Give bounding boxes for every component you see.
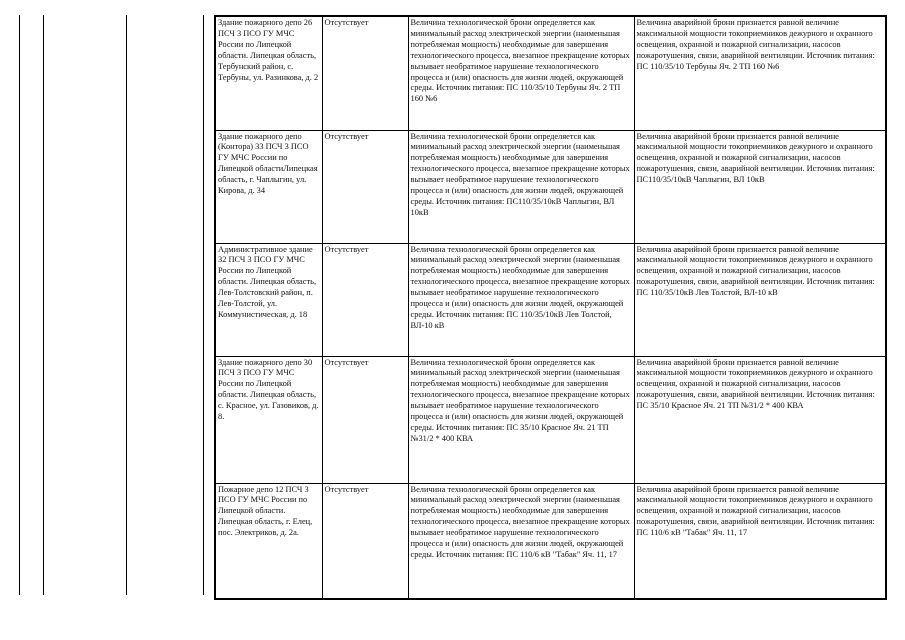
emergency-reserve-cell: Величина аварийной брони признается равной величине максимальной мощности токоприемников дежурного и охранного освещения, охранной и пожарной сигнализации, насосов пожаротушения, связи, аварийной вентиляции. Источник питания: ПС110/35/10кВ Чаплыгин, ВЛ 10кВ — [634, 130, 886, 243]
emergency-reserve-cell: Величина аварийной брони признается равной величине максимальной мощности токоприемников дежурного и охранного освещения, охранной и пожарной сигнализации, насосов пожаротушения, связи, аварийной вентиляции. Источник питания: ПС 35/10 Красное Яч. 21 ТП №31/2 * 400 КВА — [634, 356, 886, 483]
tech-reserve-cell: Величина технологической брони определяется как минимальный расход электрической энергии (наименьшая потребляемая мощность) необходимые для завершения технологического процесса, внезапное прекращение которых вызывает необратимое нарушение технологического процесса и (или) опасность для жизни людей, окружающей среды. Источник питания: ПС 110/35/10 Тербуны Яч. 2 ТП 160 №6 — [408, 16, 634, 130]
table-row — [215, 16, 886, 130]
table-row — [215, 243, 886, 356]
emergency-reserve-cell: Величина аварийной брони признается равной величине максимальной мощности токоприемников дежурного и охранного освещения, охранной и пожарной сигнализации, насосов пожаротушения, связи, аварийной вентиляции. Источник питания: ПС 110/35/10кВ Лев Толстой, ВЛ-10 кВ — [634, 243, 886, 356]
status-cell: Отсутствует — [322, 356, 408, 483]
margin-rule — [203, 15, 204, 595]
emergency-reserve-cell: Величина аварийной брони признается равной величине максимальной мощности токоприемников дежурного и охранного освещения, охранной и пожарной сигнализации, насосов пожаротушения, связи, аварийной вентиляции. Источник питания: ПС 110/35/10 Тербуны Яч. 2 ТП 160 №6 — [634, 16, 886, 130]
tech-reserve-cell: Величина технологической брони определяется как минимальный расход электрической энергии (наименьшая потребляемая мощность) необходимые для завершения технологического процесса, внезапное прекращение которых вызывает необратимое нарушение технологического процесса и (или) опасность для жизни людей, окружающей среды. Источник питания: ПС 110/6 кВ "Табак" Яч. 11, 17 — [408, 483, 634, 599]
tech-reserve-cell: Величина технологической брони определяется как минимальный расход электрической энергии (наименьшая потребляемая мощность) необходимые для завершения технологического процесса, внезапное прекращение которых вызывает необратимое нарушение технологического процесса и (или) опасность для жизни людей, окружающей среды. Источник питания: ПС 110/35/10кВ Лев Толстой, ВЛ-10 кВ — [408, 243, 634, 356]
margin-rule — [19, 15, 20, 595]
margin-rule — [126, 15, 127, 595]
tech-reserve-cell: Величина технологической брони определяется как минимальный расход электрической энергии (наименьшая потребляемая мощность) необходимые для завершения технологического процесса, внезапное прекращение которых вызывает необратимое нарушение технологического процесса и (или) опасность для жизни людей, окружающей среды. Источник питания: ПС 35/10 Красное Яч. 21 ТП №31/2 * 400 КВА — [408, 356, 634, 483]
reserve-table — [214, 15, 887, 600]
status-cell: Отсутствует — [322, 16, 408, 130]
object-cell: Здание пожарного депо (Контора) 33 ПСЧ 3 ПСО ГУ МЧС России по Липецкой областиЛипецкая область, г. Чаплыгин, ул. Кирова, д. 34 — [215, 130, 322, 243]
table-row — [215, 356, 886, 483]
table-row — [215, 483, 886, 599]
status-cell: Отсутствует — [322, 243, 408, 356]
object-cell: Здание пожарного депо 30 ПСЧ 3 ПСО ГУ МЧС России по Липецкой области. Липецкая область, с. Красное, ул. Газовиков, д. 8. — [215, 356, 322, 483]
object-cell: Здание пожарного депо 26 ПСЧ 3 ПСО ГУ МЧС России по Липецкой области. Липецкая область, Тербунский район, с. Тербуны, ул. Разинкова, д. 2 — [215, 16, 322, 130]
status-cell: Отсутствует — [322, 483, 408, 599]
table-row — [215, 130, 886, 243]
object-cell: Пожарное депо 12 ПСЧ 3 ПСО ГУ МЧС России по Липецкой области. Липецкая область, г. Елец, пос. Электриков, д. 2а. — [215, 483, 322, 599]
emergency-reserve-cell: Величина аварийной брони признается равной величине максимальной мощности токоприемников дежурного и охранного освещения, охранной и пожарной сигнализации, насосов пожаротушения, связи, аварийной вентиляции. Источник питания: ПС 110/6 кВ "Табак" Яч. 11, 17 — [634, 483, 886, 599]
object-cell: Административное здание 32 ПСЧ 3 ПСО ГУ МЧС России по Липецкой области. Липецкая область, Лев-Толстовский район, п. Лев-Толстой, ул. Коммунистическая, д. 18 — [215, 243, 322, 356]
margin-rule — [43, 15, 44, 595]
tech-reserve-cell: Величина технологической брони определяется как минимальный расход электрической энергии (наименьшая потребляемая мощность) необходимые для завершения технологического процесса, внезапное прекращение которых вызывает необратимое нарушение технологического процесса и (или) опасность для жизни людей, окружающей среды. Источник питания: ПС110/35/10кВ Чаплыгин, ВЛ 10кВ — [408, 130, 634, 243]
status-cell: Отсутствует — [322, 130, 408, 243]
